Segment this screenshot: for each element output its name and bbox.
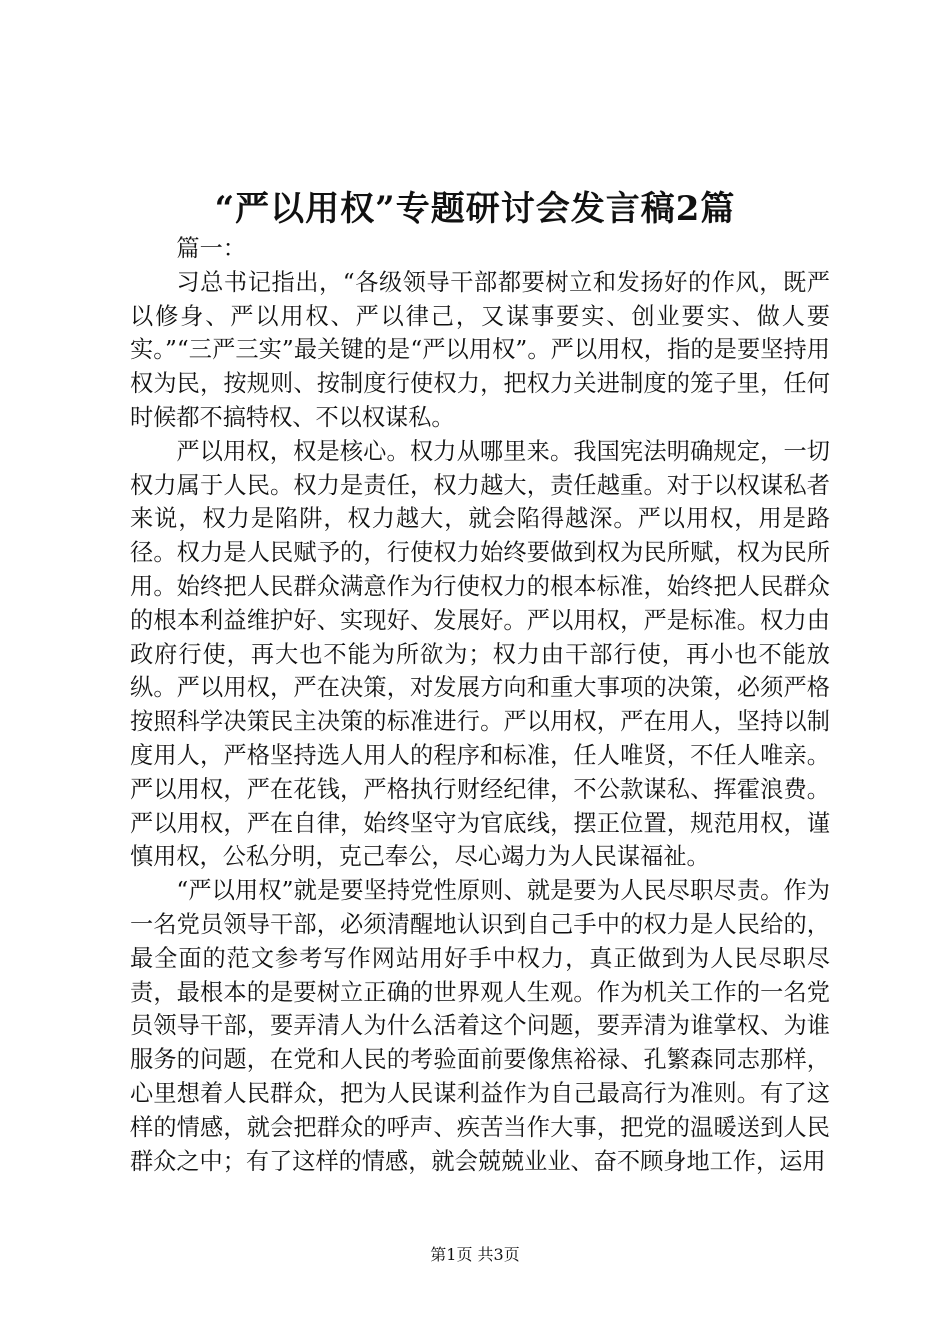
paragraph-2: 严以用权，权是核心。权力从哪里来。我国宪法明确规定，一切权力属于人民。权力是责任，权力越大，责任越重。对于以权谋私者来说，权力是陷阱，权力越大，就会陷得越深。严以用权，用是路径。权力是人民赋予的，行使权力始终要做到权为民所赋，权为民所用。始终把人民群众满意作为行使权力的根本标准，始终把人民群众的根本利益维护好、实现好、发展好。严以用权，严是标准。权力由政府行使，再大也不能为所欲为；权力由干部行使，再小也不能放纵。严以用权，严在决策，对发展方向和重大事项的决策，必须严格按照科学决策民主决策的标准进行。严以用权，严在用人，坚持以制度用人，严格坚持选人用人的程序和标准，任人唯贤，不任人唯亲。严以用权，严在花钱，严格执行财经纪律，不公款谋私、挥霍浪费。严以用权，严在自律，始终坚守为官底线，摆正位置，规范用权，谨慎用权，公私分明，克己奉公，尽心竭力为人民谋福祉。 xyxy=(130,437,830,871)
section-label: 篇一： xyxy=(176,235,246,262)
document-body xyxy=(130,232,830,1178)
document-title: “严以用权”专题研讨会发言稿2篇 xyxy=(214,189,736,229)
page-footer: 第1页 共3页 xyxy=(430,1245,520,1264)
paragraph-1: 习总书记指出，“各级领导干部都要树立和发扬好的作风，既严以修身、严以用权、严以律己，又谋事要实、创业要实、做人要实。”“三严三实”最关键的是“严以用权”。严以用权，指的是要坚持用权为民，按规则、按制度行使权力，把权力关进制度的笼子里，任何时候都不搞特权、不以权谋私。 xyxy=(130,268,830,431)
paragraph-3: “严以用权”就是要坚持党性原则、就是要为人民尽职尽责。作为一名党员领导干部，必须清醒地认识到自己手中的权力是人民给的，最全面的范文参考写作网站用好手中权力，真正做到为人民尽职尽责，最根本的是要树立正确的世界观人生观。作为机关工作的一名党员领导干部，要弄清人为什么活着这个问题，要弄清为谁掌权、为谁服务的问题，在党和人民的考验面前要像焦裕禄、孔繁森同志那样，心里想着人民群众，把为人民谋利益作为自己最高行为准则。有了这样的情感，就会把群众的呼声、疾苦当作大事，把党的温暖送到人民群众之中；有了这样的情感，就会兢兢业业、奋不顾身地工作，运用 xyxy=(130,877,830,1175)
